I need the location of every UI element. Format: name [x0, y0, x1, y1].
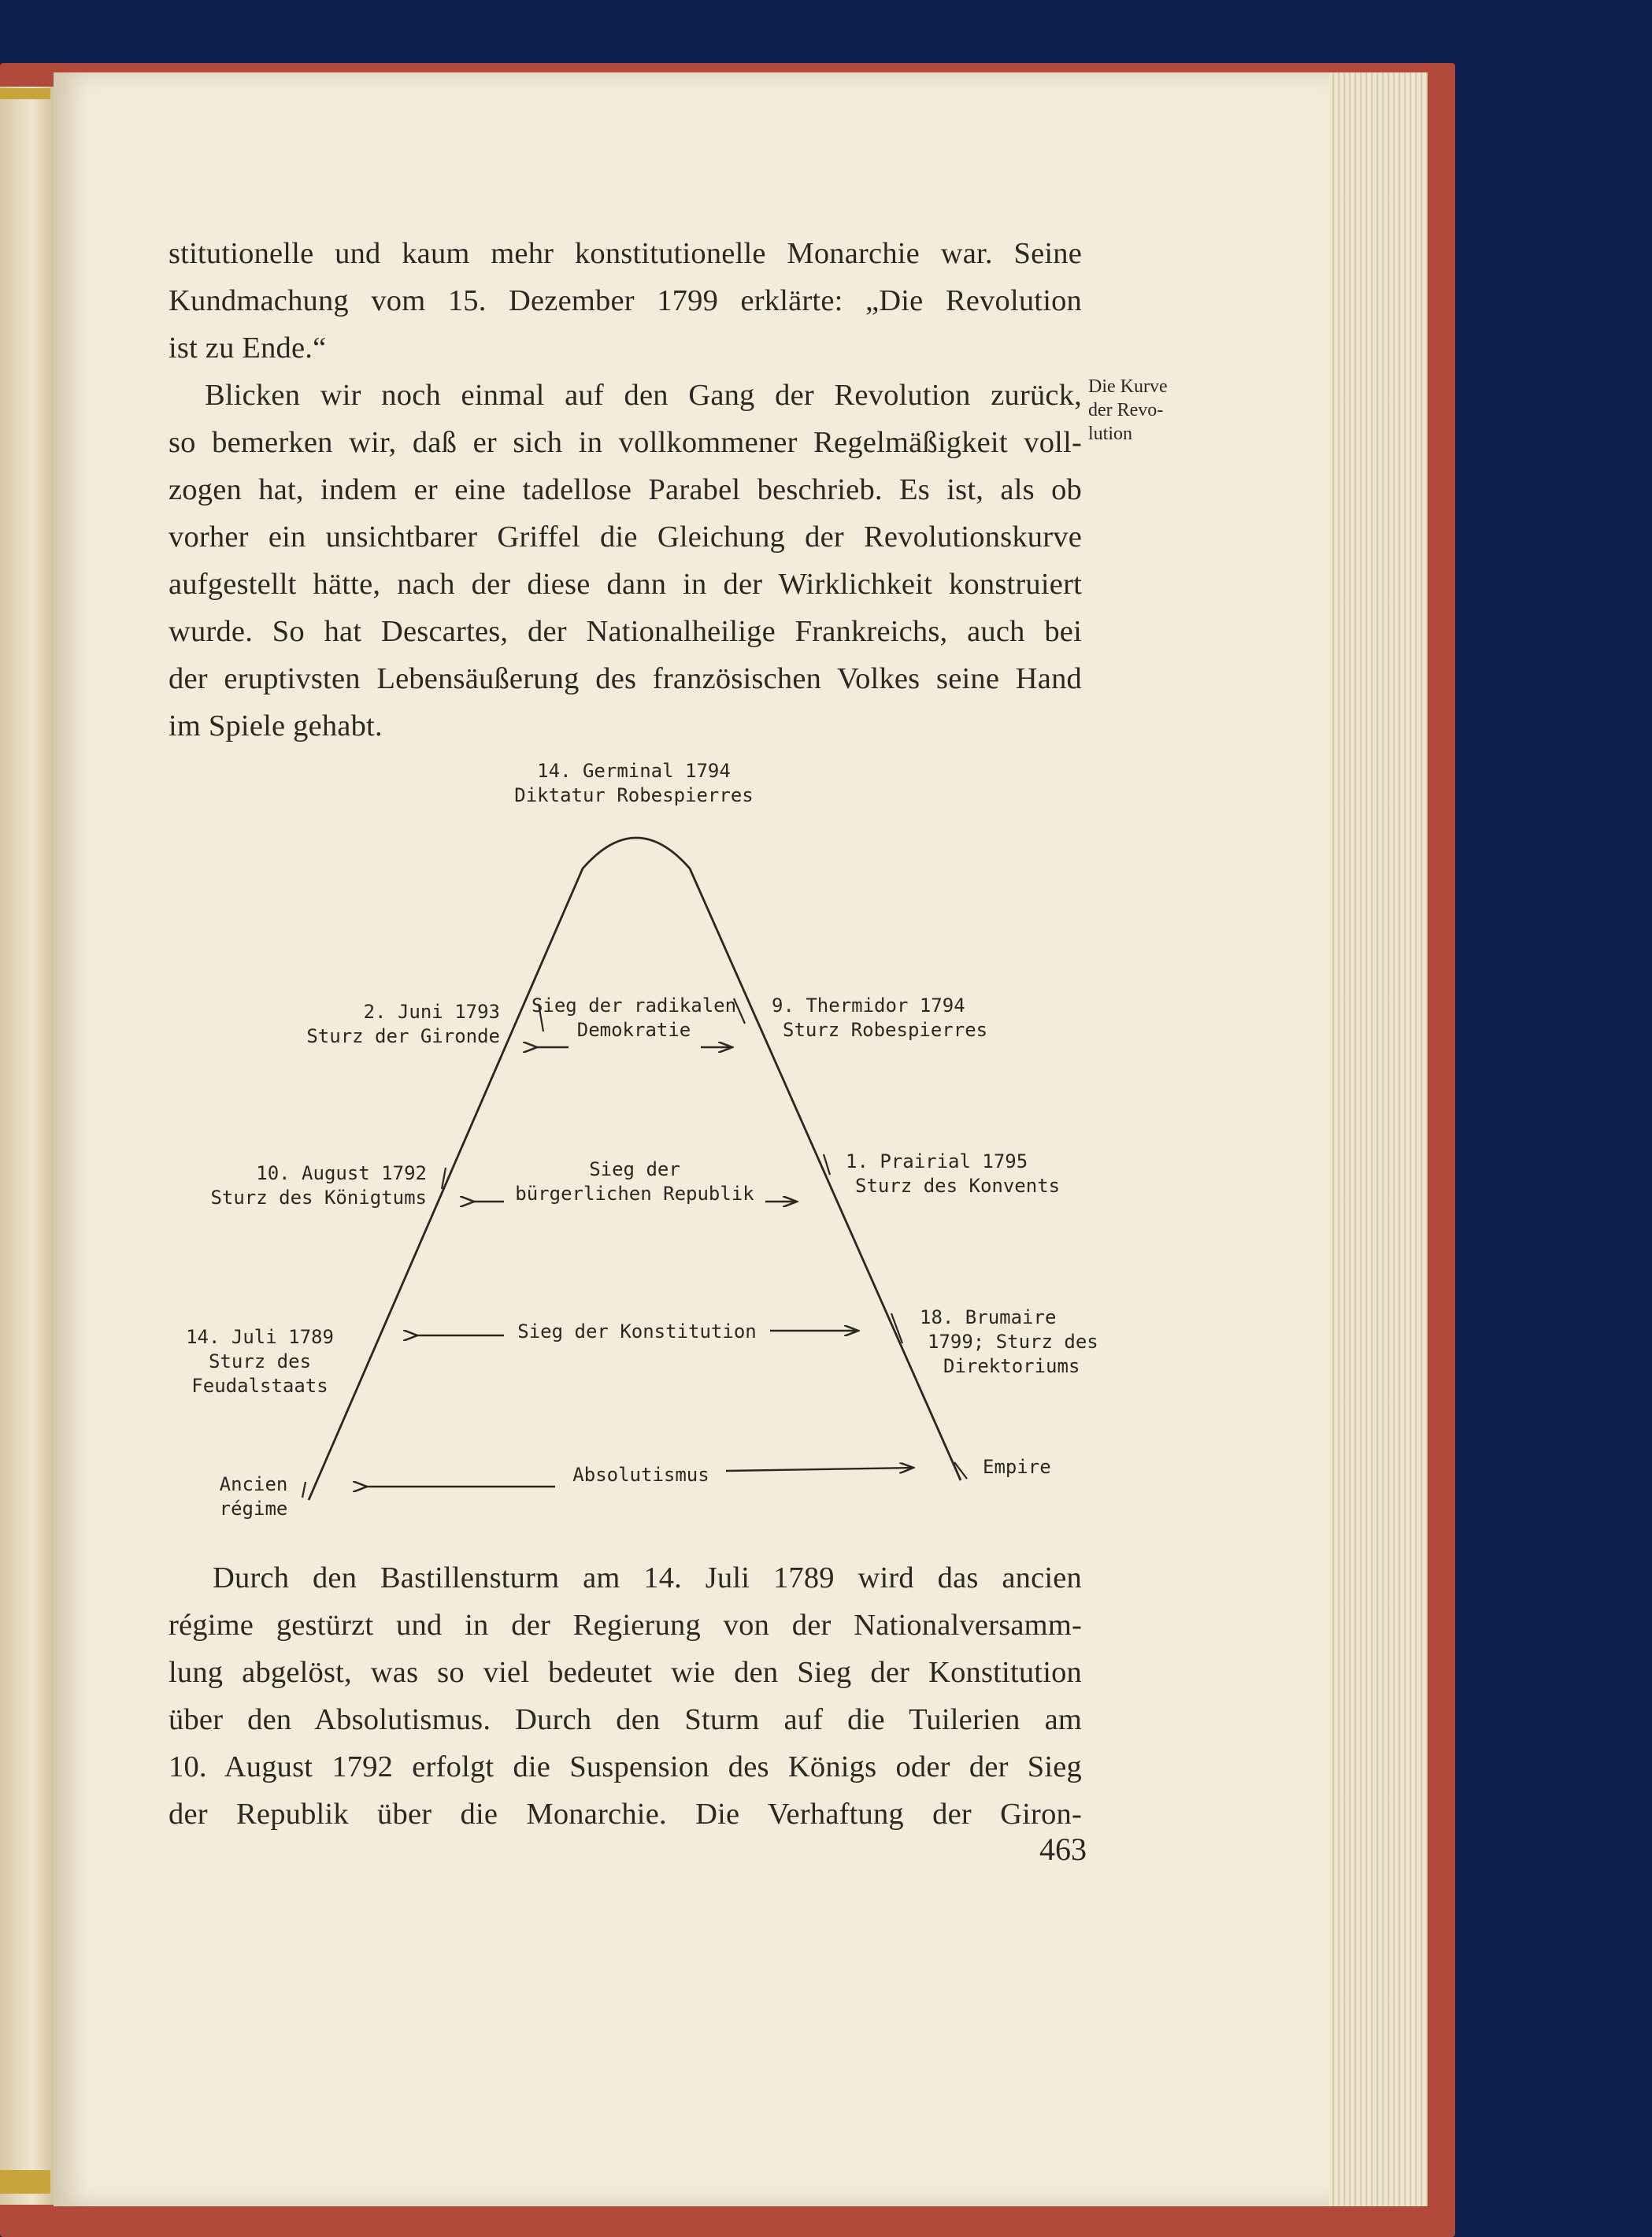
center-label-republik — [501, 1157, 769, 1206]
text-line: im Spiele gehabt. — [169, 709, 383, 743]
text-line: Blicken wir noch einmal auf den Gang der Revolution zurück, — [205, 379, 1082, 412]
event-text: Ancien — [219, 1473, 288, 1495]
event-text: Sturz des Königtums — [210, 1187, 427, 1209]
margin-note-line: Die Kurve — [1088, 376, 1168, 397]
text-line: régime gestürzt und in der Regierung von der Nationalversamm- — [169, 1609, 1082, 1642]
text-line: lung abgelöst, was so viel bedeutet wie den Sieg der Konstitution — [169, 1656, 1082, 1689]
right-label-direktorium — [917, 1306, 1098, 1379]
text-line: zogen hat, indem er eine tadellose Parabel beschrieb. Es ist, als ob — [169, 473, 1082, 506]
event-date: 1. Prairial 1795 — [846, 1150, 1028, 1172]
text-line: wurde. So hat Descartes, der Nationalheilige Frankreichs, auch bei — [169, 615, 1082, 648]
text-line: Kundmachung vom 15. Dezember 1799 erklärte: „Die Revolution — [169, 284, 1082, 317]
event-text: régime — [219, 1498, 288, 1520]
text-line: über den Absolutismus. Durch den Sturm auf die Tuilerien am — [169, 1703, 1082, 1736]
left-label-feudalstaat — [165, 1325, 354, 1398]
center-text: Absolutismus — [572, 1464, 709, 1486]
event-text: Feudalstaats — [191, 1375, 328, 1397]
text-line: vorher ein unsichtbarer Griffel die Gleichung der Revolutionskurve — [169, 520, 1082, 554]
left-label-ancien-regime — [205, 1472, 302, 1521]
left-label-gironde — [260, 1000, 500, 1049]
event-date: 2. Juni 1793 — [363, 1001, 500, 1023]
arrow-absolutismus-right — [726, 1468, 913, 1471]
apex-label — [504, 759, 764, 808]
right-label-empire — [983, 1455, 1051, 1480]
event-text: Empire — [983, 1456, 1051, 1478]
center-text: Sieg der — [589, 1158, 680, 1180]
center-text: bürgerlichen Republik — [515, 1183, 754, 1205]
text-line: der eruptivsten Lebensäußerung des französischen Volkes seine Hand — [169, 662, 1082, 695]
right-label-robespierre — [770, 994, 987, 1043]
margin-note-line: lution — [1088, 424, 1133, 444]
center-label-demokratie — [512, 994, 756, 1043]
text-line: der Republik über die Monarchie. Die Verhaftung der Giron- — [169, 1798, 1082, 1831]
event-text: 1799; Sturz des — [928, 1331, 1098, 1353]
left-label-koenigtum — [157, 1161, 427, 1210]
event-date: 14. Juli 1789 — [186, 1326, 334, 1348]
apex-event: Diktatur Robespierres — [514, 784, 754, 806]
center-text: Sieg der radikalen — [531, 994, 737, 1017]
event-text: Sturz des Konvents — [855, 1175, 1061, 1197]
text-line: aufgestellt hätte, nach der diese dann in der Wirklichkeit konstruiert — [169, 568, 1082, 601]
event-text: Sturz des — [208, 1350, 312, 1372]
center-text: Sieg der Konstitution — [517, 1320, 757, 1343]
center-label-konstitution — [506, 1320, 769, 1344]
margin-note-line: der Revo- — [1088, 400, 1164, 420]
page-number: 463 — [1039, 1831, 1087, 1867]
text-line: 10. August 1792 erfolgt die Suspension des Königs oder der Sieg — [169, 1750, 1082, 1783]
event-date: 10. August 1792 — [256, 1162, 427, 1184]
text-line: stitutionelle und kaum mehr konstitutionelle Monarchie war. Seine — [169, 237, 1082, 270]
text-line: ist zu Ende.“ — [169, 331, 327, 365]
event-text: Sturz Robespierres — [783, 1019, 988, 1041]
event-date: 9. Thermidor 1794 — [772, 994, 965, 1017]
event-text: Direktoriums — [943, 1355, 1080, 1377]
event-text: Sturz der Gironde — [306, 1025, 500, 1047]
tick-mark — [302, 1482, 306, 1498]
center-label-absolutismus — [559, 1463, 723, 1487]
right-label-konvent — [843, 1150, 1060, 1198]
text-line: so bemerken wir, daß er sich in vollkommener Regelmäßigkeit voll- — [169, 426, 1082, 459]
center-text: Demokratie — [576, 1019, 691, 1041]
apex-date: 14. Germinal 1794 — [537, 760, 731, 782]
event-date: 18. Brumaire — [920, 1306, 1057, 1328]
text-line: Durch den Bastillensturm am 14. Juli 1789 wird das ancien — [213, 1561, 1082, 1594]
